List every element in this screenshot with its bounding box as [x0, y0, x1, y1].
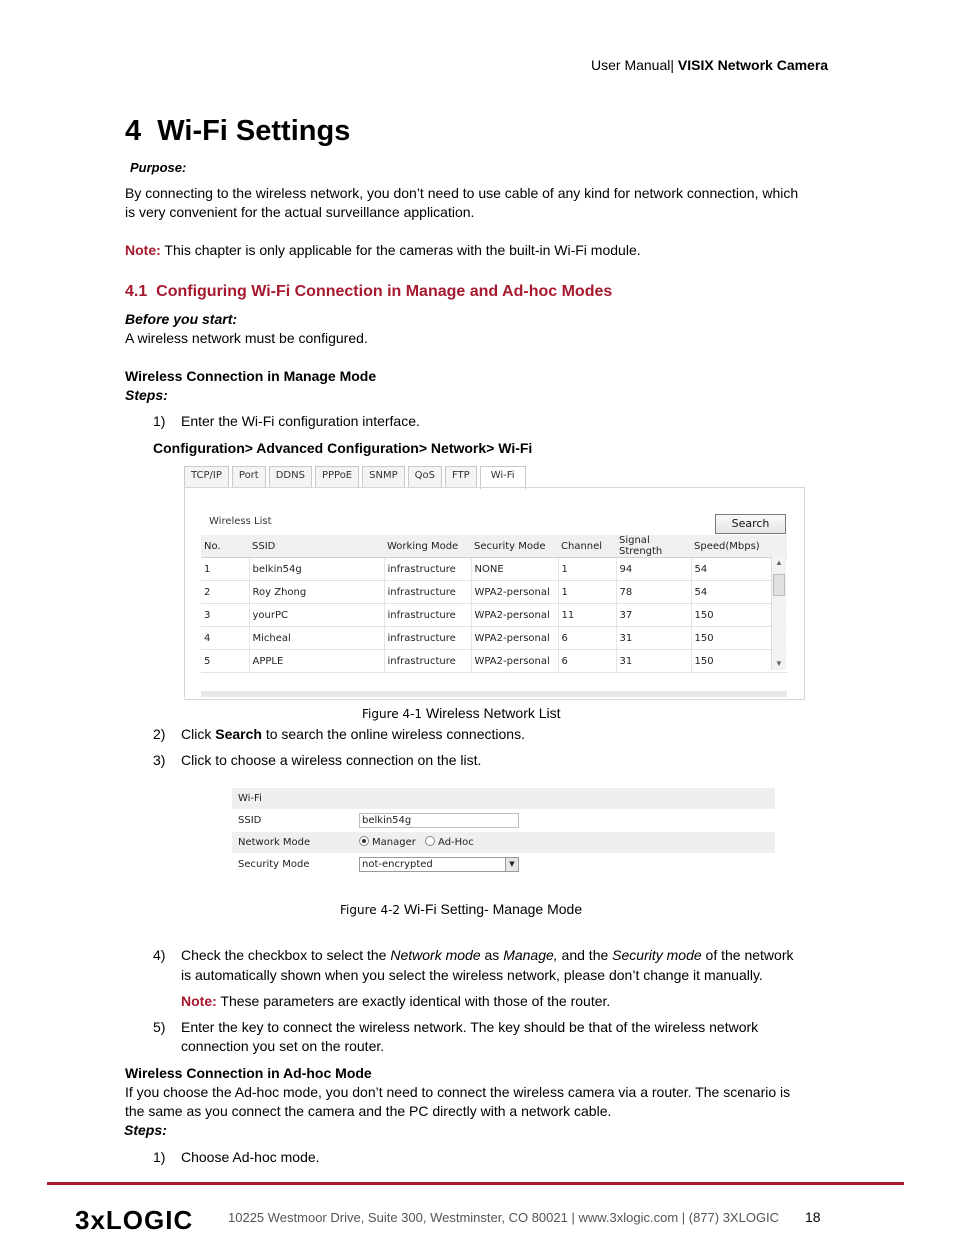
panel-border	[184, 487, 185, 698]
step-4-d: Manage,	[503, 947, 558, 963]
tab-snmp[interactable]: SNMP	[362, 466, 405, 487]
footer-page-number: 18	[805, 1209, 821, 1225]
step-1-num: 1)	[153, 413, 166, 429]
cell: NONE	[471, 558, 558, 581]
cell: 5	[201, 650, 249, 673]
col-header: Speed(Mbps)	[691, 535, 787, 558]
footer-address: 10225 Westmoor Drive, Suite 300, Westminster, CO 80021 | www.3xlogic.com | (877) 3XLOGIC	[228, 1210, 780, 1225]
step-4	[153, 946, 793, 965]
nav-path: Configuration> Advanced Configuration> Network> Wi-Fi	[153, 440, 533, 456]
cell: WPA2-personal	[471, 604, 558, 627]
note-2	[181, 992, 610, 1011]
adhoc-text-line-2: the same as you connect the camera and the PC directly with a network cable.	[125, 1103, 612, 1119]
wifi-form-title: Wi-Fi	[238, 793, 262, 804]
tab-ddns[interactable]: DDNS	[269, 466, 312, 487]
step-3	[153, 751, 481, 770]
note-1	[125, 241, 641, 260]
scroll-down-icon[interactable]: ▼	[775, 659, 783, 668]
cell: 37	[616, 604, 691, 627]
step-2-pre: Click	[181, 726, 216, 742]
figure-4-1-caption	[362, 705, 561, 721]
adhoc-step-1-num: 1)	[153, 1149, 166, 1165]
step-5-line-2: connection you set on the router.	[181, 1038, 385, 1054]
security-mode-row	[232, 854, 775, 875]
footer-logo: 3xLOGIC	[75, 1205, 194, 1235]
step-5	[153, 1018, 758, 1037]
cell: 1	[558, 581, 616, 604]
network-mode-label: Network Mode	[238, 837, 311, 848]
cell: 150	[691, 650, 787, 673]
cell: 150	[691, 604, 787, 627]
tab-ftp[interactable]: FTP	[445, 466, 477, 487]
figure-4-2-caption	[340, 901, 582, 917]
cell: 54	[691, 558, 787, 581]
step-5-line-1: Enter the key to connect the wireless network. The key should be that of the wireless network	[181, 1019, 759, 1035]
network-mode-options	[359, 836, 474, 848]
wireless-list-table	[201, 535, 787, 673]
purpose-label: Purpose:	[130, 160, 187, 175]
note-2-label: Note:	[181, 993, 217, 1009]
section-title: Configuring Wi-Fi Connection in Manage and Ad-hoc Modes	[156, 283, 613, 300]
cell: 78	[616, 581, 691, 604]
cell: 3	[201, 604, 249, 627]
table-row[interactable]	[201, 558, 787, 581]
col-header: Signal Strength	[616, 535, 691, 558]
cell: belkin54g	[249, 558, 384, 581]
cell: 31	[616, 650, 691, 673]
figure-caption: Wi-Fi Setting- Manage Mode	[400, 901, 583, 917]
col-header: SSID	[249, 535, 384, 558]
step-3-num: 3)	[153, 752, 166, 768]
col-header: No.	[201, 535, 249, 558]
adhoc-step-1	[153, 1148, 320, 1167]
step-5-num: 5)	[153, 1019, 166, 1035]
chapter-title	[125, 113, 350, 149]
purpose-text-line-1: By connecting to the wireless network, you don’t need to use cable of any kind for network connection, which	[125, 185, 799, 201]
ssid-input[interactable]: belkin54g	[359, 813, 519, 828]
adhoc-text-line-1: If you choose the Ad-hoc mode, you don’t need to connect the wireless camera via a router. The scenario is	[125, 1084, 791, 1100]
adhoc-step-1-text: Choose Ad-hoc mode.	[181, 1149, 320, 1165]
footer-rule	[47, 1182, 904, 1185]
table-row[interactable]	[201, 627, 787, 650]
header-separator: |	[670, 57, 675, 73]
cell: 1	[558, 558, 616, 581]
note-1-label: Note:	[125, 242, 161, 258]
section-number: 4.1	[125, 283, 148, 300]
step-1	[153, 412, 420, 431]
step-4-b: Network mode	[390, 947, 481, 963]
cell: WPA2-personal	[471, 581, 558, 604]
search-button[interactable]: Search	[715, 514, 786, 534]
tab-pppoe[interactable]: PPPoE	[315, 466, 359, 487]
cell: infrastructure	[384, 558, 471, 581]
chapter-number: 4	[125, 115, 142, 147]
step-1-text: Enter the Wi-Fi configuration interface.	[181, 413, 420, 429]
col-header: Channel	[558, 535, 616, 558]
ssid-row	[232, 810, 775, 831]
table-header-row	[201, 535, 787, 558]
step-4-num: 4)	[153, 947, 166, 963]
network-mode-row	[232, 832, 775, 853]
horizontal-scrollbar[interactable]	[201, 691, 787, 697]
before-text: A wireless network must be configured.	[125, 330, 368, 346]
figure-caption: Wireless Network List	[422, 705, 561, 721]
cell: 31	[616, 627, 691, 650]
step-2-num: 2)	[153, 726, 166, 742]
step-4-line-2: is automatically shown when you select the wireless network, please don’t change it manually.	[181, 967, 763, 983]
figure-label: Figure 4-1	[362, 707, 423, 721]
cell: 94	[616, 558, 691, 581]
radio-adhoc[interactable]	[425, 836, 435, 846]
steps-label: Steps:	[125, 387, 168, 403]
radio-manager[interactable]	[359, 836, 369, 846]
cell: infrastructure	[384, 627, 471, 650]
wifi-form-title-row	[232, 788, 775, 809]
cell: yourPC	[249, 604, 384, 627]
mode-manager-label: Manager	[372, 837, 416, 848]
col-header: Working Mode	[384, 535, 471, 558]
security-mode-label: Security Mode	[238, 859, 310, 870]
tab-tcpip[interactable]: TCP/IP	[184, 466, 229, 487]
section-heading	[125, 282, 612, 302]
step-2	[153, 725, 525, 744]
note-2-text: These parameters are exactly identical with those of the router.	[216, 993, 611, 1009]
step-4-g: of the network	[701, 947, 794, 963]
before-label: Before you start:	[125, 311, 238, 327]
scrollbar-thumb[interactable]	[773, 574, 785, 596]
header-manual: User Manual	[591, 57, 671, 73]
security-mode-value: not-encrypted	[362, 859, 433, 870]
tab-port[interactable]: Port	[232, 466, 266, 487]
step-4-c: as	[480, 947, 504, 963]
step-2-post: to search the online wireless connections.	[261, 726, 525, 742]
cell: 150	[691, 627, 787, 650]
cell: 1	[201, 558, 249, 581]
note-1-text: This chapter is only applicable for the cameras with the built-in Wi-Fi module.	[160, 242, 641, 258]
ssid-label: SSID	[238, 815, 262, 826]
step-4-a: Check the checkbox to select the	[181, 947, 391, 963]
running-header	[591, 56, 828, 75]
cell: 6	[558, 650, 616, 673]
table-row[interactable]	[201, 581, 787, 604]
adhoc-heading: Wireless Connection in Ad-hoc Mode	[125, 1065, 372, 1081]
config-tabs	[184, 466, 529, 487]
cell: infrastructure	[384, 581, 471, 604]
wireless-list-title: Wireless List	[209, 516, 272, 527]
cell: infrastructure	[384, 650, 471, 673]
chapter-title-text: Wi-Fi Settings	[157, 115, 351, 147]
manage-mode-heading: Wireless Connection in Manage Mode	[125, 368, 377, 384]
mode-adhoc-label: Ad-Hoc	[438, 837, 474, 848]
security-mode-select[interactable]	[359, 857, 519, 872]
cell: infrastructure	[384, 604, 471, 627]
chevron-down-icon[interactable]: ▼	[505, 858, 518, 871]
cell: Micheal	[249, 627, 384, 650]
step-3-text: Click to choose a wireless connection on the list.	[181, 752, 482, 768]
cell: 6	[558, 627, 616, 650]
cell: 54	[691, 581, 787, 604]
cell: 2	[201, 581, 249, 604]
header-product: VISIX Network Camera	[677, 57, 829, 73]
cell: APPLE	[249, 650, 384, 673]
table-row[interactable]	[201, 650, 787, 673]
step-2-bold: Search	[215, 726, 262, 742]
purpose-text-line-2: is very convenient for the actual surveillance application.	[125, 204, 475, 220]
figure-label: Figure 4-2	[340, 903, 401, 917]
cell: 4	[201, 627, 249, 650]
col-header: Security Mode	[471, 535, 558, 558]
cell: WPA2-personal	[471, 650, 558, 673]
tab-wifi[interactable]: Wi-Fi	[480, 466, 526, 489]
scroll-up-icon[interactable]: ▲	[775, 558, 783, 567]
steps-label-2: Steps:	[124, 1122, 167, 1138]
cell: 11	[558, 604, 616, 627]
tab-qos[interactable]: QoS	[408, 466, 442, 487]
cell: WPA2-personal	[471, 627, 558, 650]
step-4-f: Security mode	[612, 947, 702, 963]
step-4-e: and the	[557, 947, 613, 963]
table-row[interactable]	[201, 604, 787, 627]
cell: Roy Zhong	[249, 581, 384, 604]
